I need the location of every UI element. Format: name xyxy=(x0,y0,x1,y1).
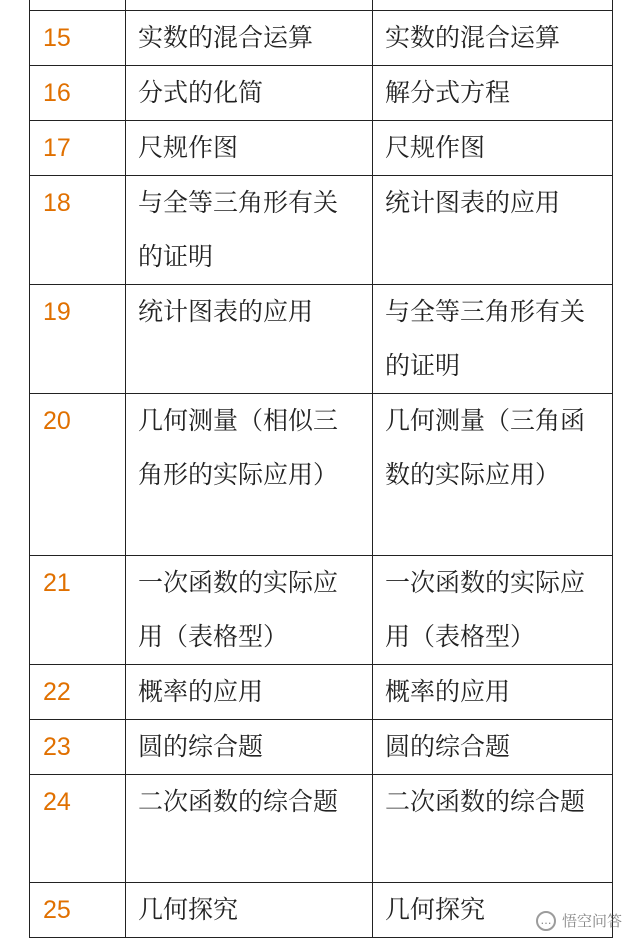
topic-cell-b xyxy=(373,556,613,665)
row-number-cell xyxy=(30,0,126,11)
table-row xyxy=(30,176,613,285)
topic-cell-a xyxy=(126,176,373,285)
topic-cell-a xyxy=(126,556,373,665)
row-number: 24 xyxy=(43,788,71,816)
table-row xyxy=(30,121,613,176)
row-number: 16 xyxy=(43,79,71,107)
topic-cell-a xyxy=(126,720,373,775)
topic-text: 与全等三角形有关的证明 xyxy=(138,188,339,271)
watermark-text: 悟空问答 xyxy=(561,912,622,930)
topic-cell-a xyxy=(126,665,373,720)
table-row xyxy=(30,720,613,775)
table-body xyxy=(30,0,613,938)
topic-text: 尺规作图 xyxy=(138,133,239,162)
row-number-cell xyxy=(30,394,126,556)
topic-text: 概率的应用 xyxy=(138,677,264,706)
row-number-cell xyxy=(30,66,126,121)
topic-cell-a xyxy=(126,394,373,556)
row-number: 22 xyxy=(43,678,71,706)
topic-text: 圆的综合题 xyxy=(385,732,511,761)
speech-bubble-icon: … xyxy=(536,911,556,931)
topic-text: 实数的混合运算 xyxy=(138,23,314,52)
topic-text: 圆的综合题 xyxy=(138,732,264,761)
table-row xyxy=(30,775,613,883)
row-number: 15 xyxy=(43,24,71,52)
table-row xyxy=(30,394,613,556)
topic-cell-b xyxy=(373,0,613,11)
topic-cell-b xyxy=(373,775,613,883)
row-number-cell xyxy=(30,883,126,938)
topic-text: 几何测量（相似三角形的实际应用） xyxy=(138,406,339,489)
row-number-cell xyxy=(30,556,126,665)
topic-cell-b xyxy=(373,11,613,66)
topic-text: 与全等三角形有关的证明 xyxy=(385,297,586,380)
row-number-cell xyxy=(30,121,126,176)
table-row xyxy=(30,66,613,121)
topic-cell-b xyxy=(373,176,613,285)
table-row xyxy=(30,285,613,394)
table-row xyxy=(30,883,613,938)
row-number: 21 xyxy=(43,569,71,597)
table-row xyxy=(30,11,613,66)
topic-cell-b xyxy=(373,66,613,121)
topic-text: 统计图表的应用 xyxy=(385,188,561,217)
topic-text: 几何探究 xyxy=(138,895,239,924)
row-number: 25 xyxy=(43,896,71,924)
row-number-cell xyxy=(30,775,126,883)
row-number: 20 xyxy=(43,407,71,435)
topic-text: 统计图表的应用 xyxy=(138,297,314,326)
topic-text: 几何测量（三角函数的实际应用） xyxy=(385,406,586,489)
topic-cell-a xyxy=(126,775,373,883)
topic-text: 二次函数的综合题 xyxy=(138,787,339,816)
topic-text: 实数的混合运算 xyxy=(385,23,561,52)
row-number: 18 xyxy=(43,189,71,217)
row-number-cell xyxy=(30,11,126,66)
topic-text: 一次函数的实际应用（表格型） xyxy=(385,568,586,651)
row-number: 19 xyxy=(43,298,71,326)
topic-cell-a xyxy=(126,285,373,394)
table-row xyxy=(30,556,613,665)
row-number-cell xyxy=(30,285,126,394)
topic-text: 尺规作图 xyxy=(385,133,486,162)
topic-cell-a xyxy=(126,883,373,938)
topic-comparison-table xyxy=(29,0,613,938)
topic-text: 一次函数的实际应用（表格型） xyxy=(138,568,339,651)
row-number: 23 xyxy=(43,733,71,761)
topic-cell-a xyxy=(126,121,373,176)
row-number-cell xyxy=(30,665,126,720)
watermark xyxy=(536,910,622,931)
topic-cell-a xyxy=(126,66,373,121)
row-number-cell xyxy=(30,176,126,285)
topic-text: 分式的化简 xyxy=(138,78,264,107)
topic-cell-b xyxy=(373,394,613,556)
topic-cell-b xyxy=(373,121,613,176)
row-number-cell xyxy=(30,720,126,775)
topic-cell-b xyxy=(373,720,613,775)
table-row xyxy=(30,665,613,720)
topic-cell-a xyxy=(126,11,373,66)
row-number: 17 xyxy=(43,134,71,162)
topic-cell-b xyxy=(373,665,613,720)
table-row xyxy=(30,0,613,11)
topic-cell-a xyxy=(126,0,373,11)
topic-text: 几何探究 xyxy=(385,895,486,924)
topic-text: 解分式方程 xyxy=(385,78,511,107)
topic-text: 二次函数的综合题 xyxy=(385,787,586,816)
topic-cell-b xyxy=(373,285,613,394)
topic-text: 概率的应用 xyxy=(385,677,511,706)
